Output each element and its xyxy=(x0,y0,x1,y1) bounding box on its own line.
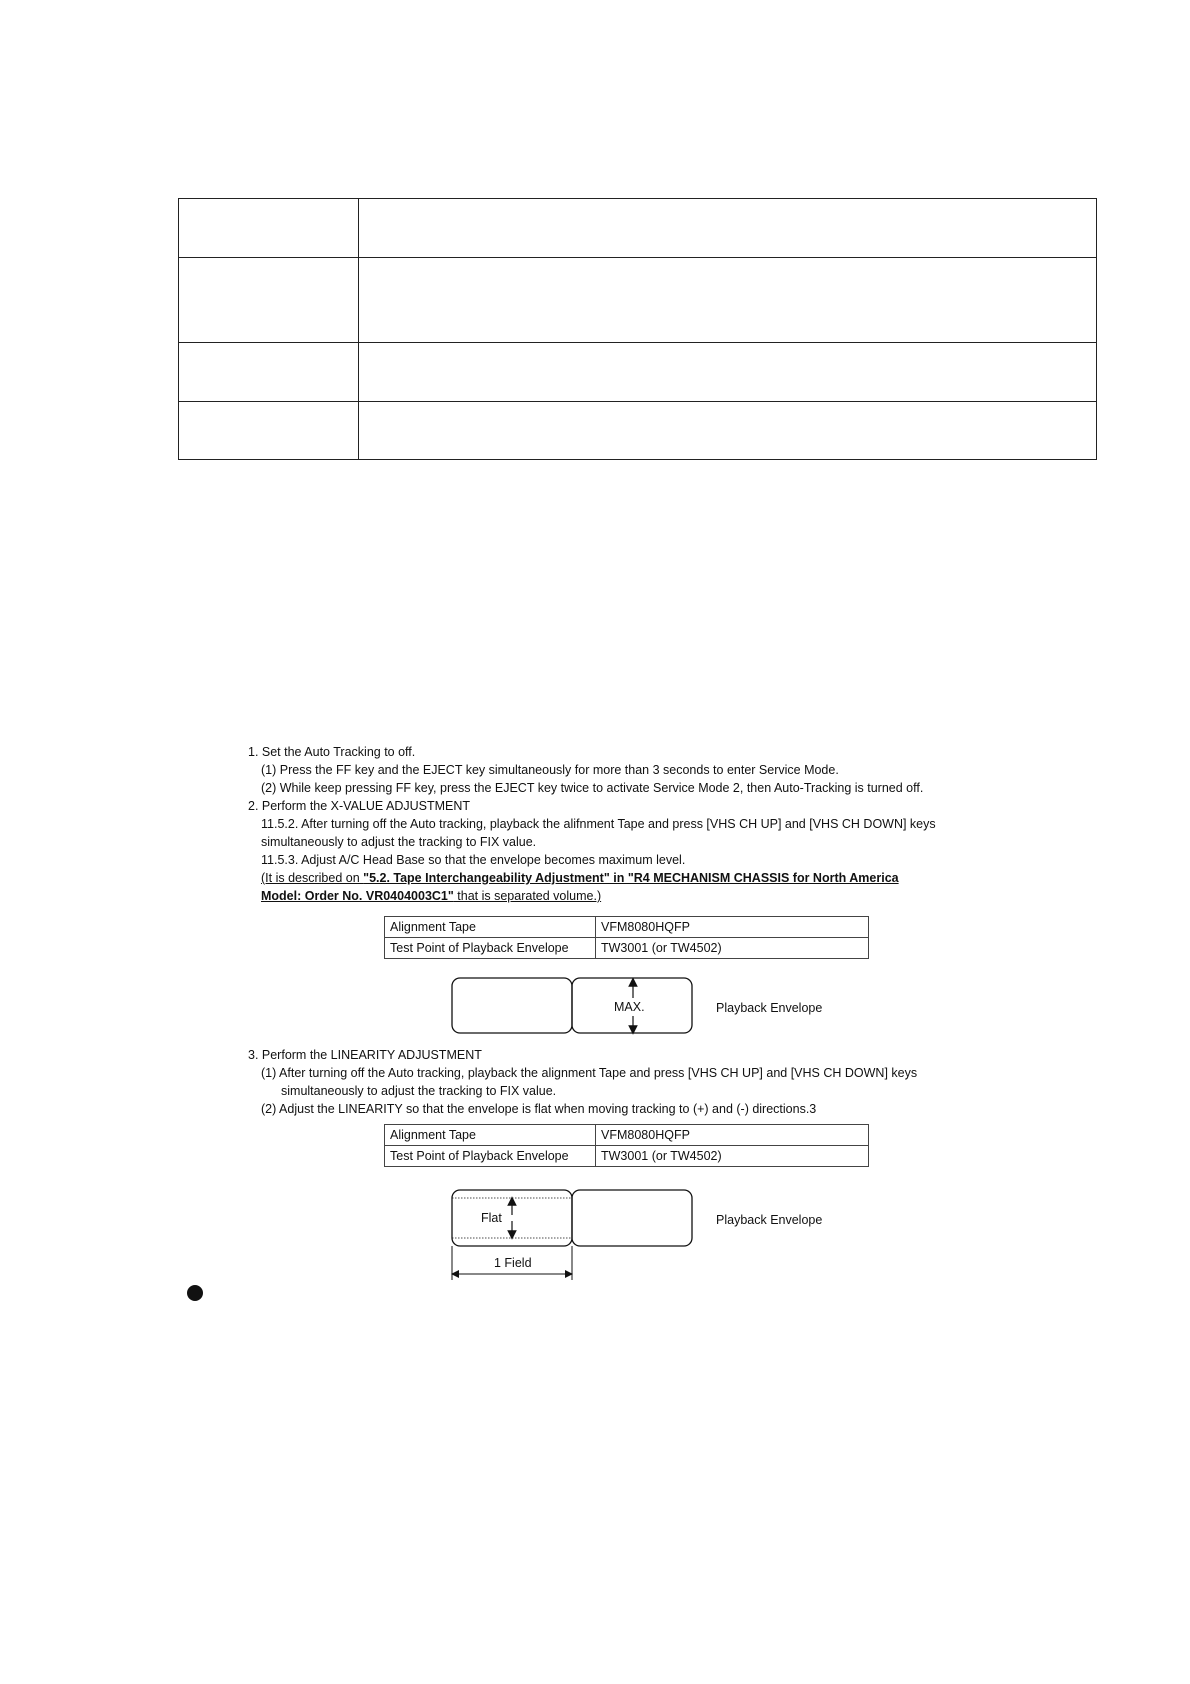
step2-line2: simultaneously to adjust the tracking to FIX value. xyxy=(261,835,537,849)
reference-note-cont: Model: Order No. VR0404003C1" that is separated volume.) xyxy=(261,889,602,903)
spec-key: Test Point of Playback Envelope xyxy=(385,1146,596,1167)
envelope-caption-1: Playback Envelope xyxy=(716,1001,823,1015)
step1-title: 1. Set the Auto Tracking to off. xyxy=(248,745,416,759)
step3-sub2: (2) Adjust the LINEARITY so that the envelope is flat when moving tracking to (+) and (-) directions.3 xyxy=(261,1102,817,1116)
spec-value: VFM8080HQFP xyxy=(596,1125,869,1146)
envelope-field-right xyxy=(572,1190,692,1246)
flat-label: Flat xyxy=(481,1211,502,1225)
step3-sub1b: simultaneously to adjust the tracking to FIX value. xyxy=(281,1084,557,1098)
envelope-field-left xyxy=(452,978,572,1033)
field-label: 1 Field xyxy=(494,1256,532,1270)
spec-key: Alignment Tape xyxy=(385,917,596,938)
spec-value: VFM8080HQFP xyxy=(596,917,869,938)
max-envelope-diagram xyxy=(452,978,822,1033)
envelope-caption-2: Playback Envelope xyxy=(716,1213,823,1227)
max-label: MAX. xyxy=(614,1000,645,1014)
spec-value: TW3001 (or TW4502) xyxy=(596,1146,869,1167)
bullet-icon xyxy=(187,1285,203,1301)
flat-envelope-diagram xyxy=(452,1190,822,1280)
reference-order: Model: Order No. VR0404003C1" xyxy=(261,889,454,903)
step1-sub1: (1) Press the FF key and the EJECT key simultaneously for more than 3 seconds to enter Service Mode. xyxy=(261,763,839,777)
step2-title: 2. Perform the X-VALUE ADJUSTMENT xyxy=(248,799,471,813)
reference-note: (It is described on "5.2. Tape Interchangeability Adjustment" in "R4 MECHANISM CHASSIS for North America xyxy=(261,871,899,885)
step3-sub1: (1) After turning off the Auto tracking, playback the alignment Tape and press [VHS CH UP] and [VHS CH DOWN] keys xyxy=(261,1066,918,1080)
step1-sub2: (2) While keep pressing FF key, press the EJECT key twice to activate Service Mode 2, then Auto-Tracking is turned off. xyxy=(261,781,924,795)
step2-line1: 11.5.2. After turning off the Auto tracking, playback the alifnment Tape and press [VHS CH UP] and [VHS CH DOWN] keys xyxy=(261,817,936,831)
spec-key: Test Point of Playback Envelope xyxy=(385,938,596,959)
step3-title: 3. Perform the LINEARITY ADJUSTMENT xyxy=(248,1048,482,1062)
spec-value: TW3001 (or TW4502) xyxy=(596,938,869,959)
spec-key: Alignment Tape xyxy=(385,1125,596,1146)
reference-title: "5.2. Tape Interchangeability Adjustment" in "R4 MECHANISM CHASSIS for North America xyxy=(363,871,899,885)
step2-line3: 11.5.3. Adjust A/C Head Base so that the envelope becomes maximum level. xyxy=(261,853,686,867)
